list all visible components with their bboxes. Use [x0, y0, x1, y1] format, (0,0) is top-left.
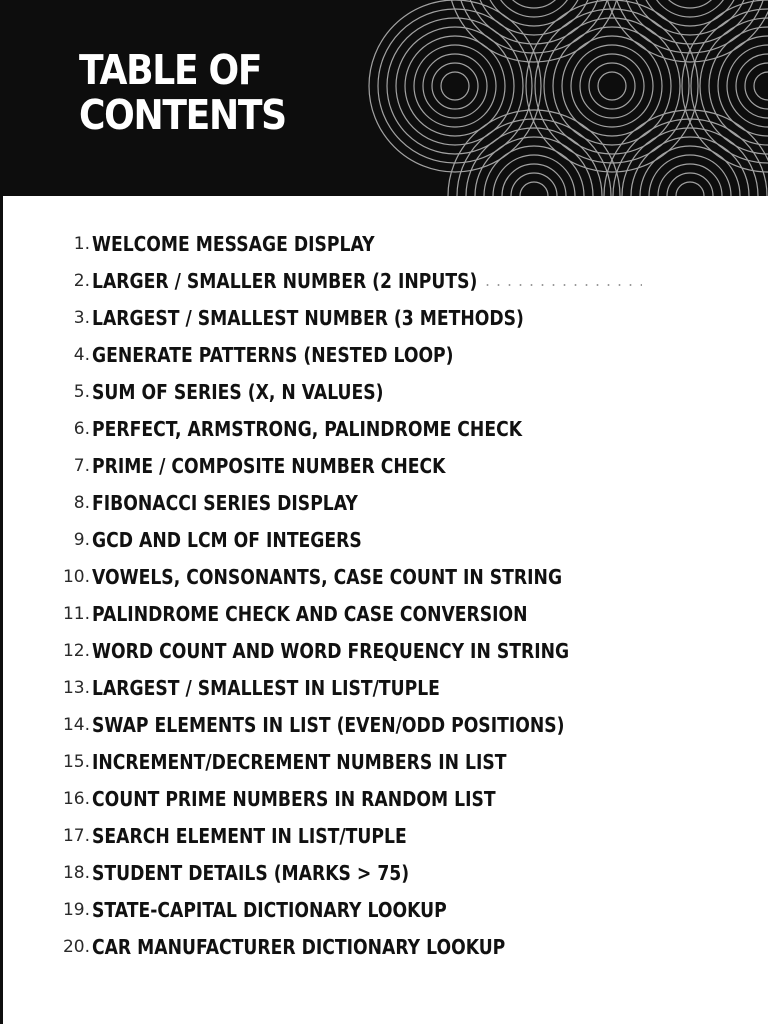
toc-item-number: 15.	[62, 752, 90, 772]
toc-item-label: LARGER / SMALLER NUMBER (2 INPUTS)	[92, 269, 478, 293]
toc-item-number: 17.	[62, 826, 90, 846]
toc-item-number: 8.	[73, 493, 90, 513]
toc-item	[0, 892, 768, 929]
toc-item	[0, 337, 768, 374]
toc-item-number: 12.	[62, 641, 90, 661]
page-title	[79, 48, 286, 138]
toc-item	[0, 559, 768, 596]
dot-leader	[482, 283, 642, 287]
toc-item-number: 1.	[73, 234, 90, 254]
toc-item-number: 7.	[73, 456, 90, 476]
toc-item	[0, 596, 768, 633]
toc-item-number: 11.	[62, 604, 90, 624]
toc-item-label: COUNT PRIME NUMBERS IN RANDOM LIST	[92, 787, 496, 811]
toc-item-label: LARGEST / SMALLEST NUMBER (3 METHODS)	[92, 306, 524, 330]
toc-item-number: 2.	[73, 271, 90, 291]
toc-item	[0, 855, 768, 892]
header-banner	[0, 0, 768, 196]
toc-item-number: 13.	[62, 678, 90, 698]
toc-item	[0, 485, 768, 522]
toc-item-number: 10.	[62, 567, 90, 587]
toc-item	[0, 263, 768, 300]
toc-item-label: STUDENT DETAILS (MARKS > 75)	[92, 861, 410, 885]
toc-item-number: 5.	[73, 382, 90, 402]
toc-item	[0, 707, 768, 744]
toc-item	[0, 448, 768, 485]
toc-item-label: INCREMENT/DECREMENT NUMBERS IN LIST	[92, 750, 507, 774]
toc-item-label: STATE-CAPITAL DICTIONARY LOOKUP	[92, 898, 447, 922]
toc-item-label: GENERATE PATTERNS (NESTED LOOP)	[92, 343, 454, 367]
toc-item-label: PALINDROME CHECK AND CASE CONVERSION	[92, 602, 528, 626]
toc-item	[0, 929, 768, 966]
toc-item	[0, 300, 768, 337]
table-of-contents-list	[0, 226, 768, 966]
toc-item-number: 19.	[62, 900, 90, 920]
toc-item-number: 16.	[62, 789, 90, 809]
toc-item	[0, 670, 768, 707]
toc-item-label: VOWELS, CONSONANTS, CASE COUNT IN STRING	[92, 565, 563, 589]
toc-item	[0, 633, 768, 670]
toc-item-label: WORD COUNT AND WORD FREQUENCY IN STRING	[92, 639, 570, 663]
toc-item	[0, 522, 768, 559]
toc-item-number: 14.	[62, 715, 90, 735]
toc-item-label: PERFECT, ARMSTRONG, PALINDROME CHECK	[92, 417, 523, 441]
toc-item-number: 18.	[62, 863, 90, 883]
toc-item-number: 4.	[73, 345, 90, 365]
toc-item	[0, 744, 768, 781]
toc-item	[0, 226, 768, 263]
toc-item	[0, 374, 768, 411]
toc-item-number: 6.	[73, 419, 90, 439]
toc-item-number: 20.	[62, 937, 90, 957]
toc-item-label: GCD AND LCM OF INTEGERS	[92, 528, 362, 552]
toc-item-label: CAR MANUFACTURER DICTIONARY LOOKUP	[92, 935, 506, 959]
toc-item-label: LARGEST / SMALLEST IN LIST/TUPLE	[92, 676, 440, 700]
toc-item-label: SUM OF SERIES (X, N VALUES)	[92, 380, 384, 404]
toc-item	[0, 818, 768, 855]
toc-item-number: 9.	[73, 530, 90, 550]
title-line-1: TABLE OF	[79, 46, 262, 94]
title-line-2: CONTENTS	[79, 91, 286, 139]
toc-item-number: 3.	[73, 308, 90, 328]
toc-item-label: SEARCH ELEMENT IN LIST/TUPLE	[92, 824, 407, 848]
toc-item-label: SWAP ELEMENTS IN LIST (EVEN/ODD POSITIONS)	[92, 713, 565, 737]
toc-item	[0, 781, 768, 818]
toc-item	[0, 411, 768, 448]
toc-item-label: WELCOME MESSAGE DISPLAY	[92, 232, 375, 256]
toc-item-label: PRIME / COMPOSITE NUMBER CHECK	[92, 454, 446, 478]
toc-item-label: FIBONACCI SERIES DISPLAY	[92, 491, 358, 515]
